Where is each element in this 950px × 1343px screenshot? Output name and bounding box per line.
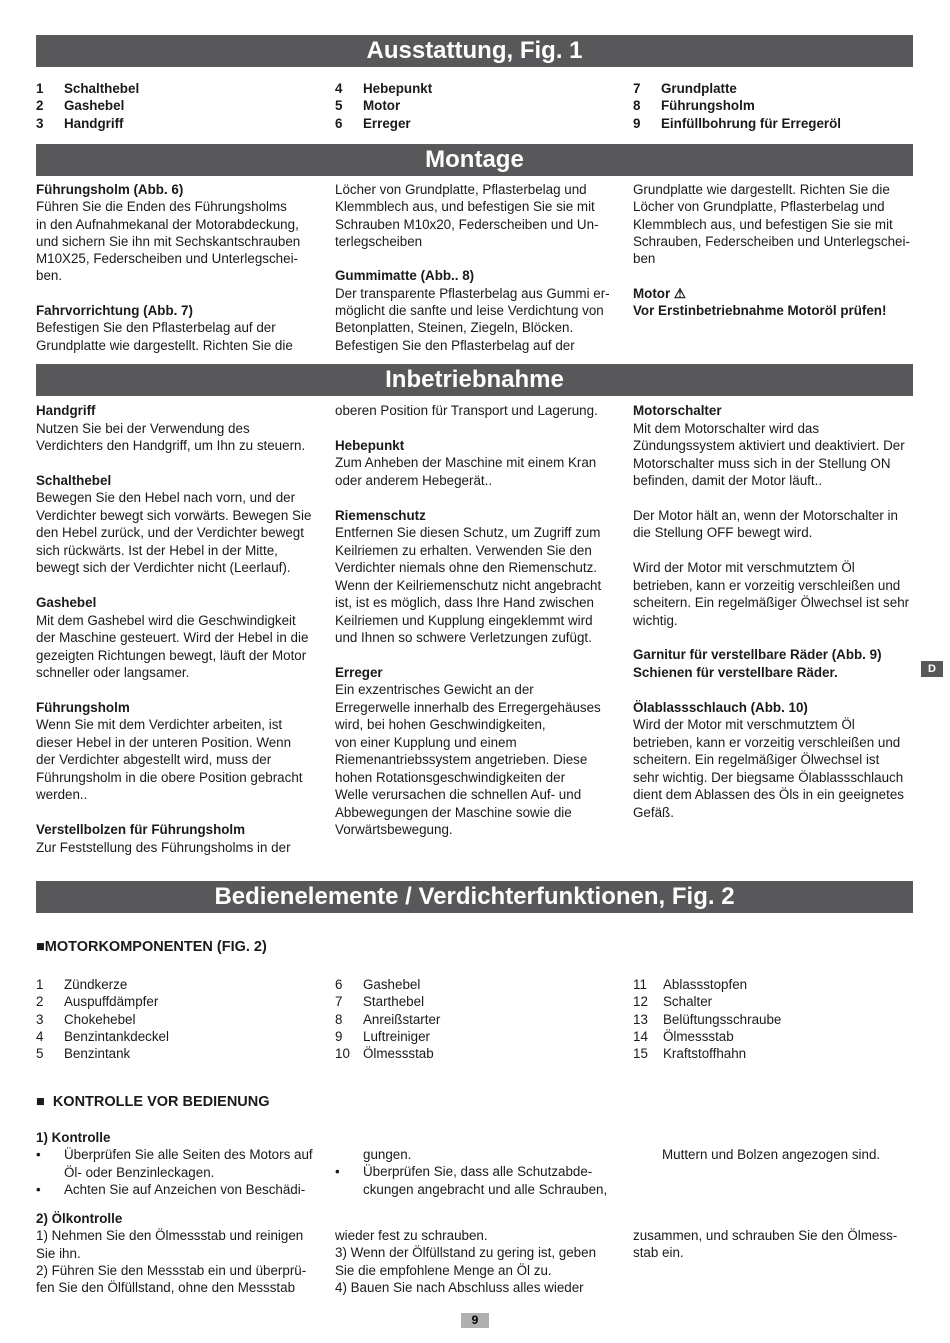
list-item: 8 Führungsholm xyxy=(633,98,755,114)
motor-warning-heading: Motor ⚠ xyxy=(633,285,686,301)
text-line: Schrauben, Federscheiben und Unterlegschei- xyxy=(633,233,910,249)
text-line: Gefäß. xyxy=(633,804,674,820)
text-line: werden.. xyxy=(36,787,88,803)
text-line: und Ihnen so schwere Verletzungen zufügt. xyxy=(335,630,592,646)
text-line: die Stellung OFF bewegt wird. xyxy=(633,525,813,541)
text-line: Nutzen Sie bei der Verwendung des xyxy=(36,420,250,436)
list-item: 6 Erreger xyxy=(335,115,411,131)
text-line: Wenn der Keilriemenschutz nicht angebracht xyxy=(335,577,602,593)
text-line: befinden, damit der Motor läuft.. xyxy=(633,473,823,488)
text-line: der Maschine gesteuert. Wird der Hebel in die xyxy=(36,630,309,646)
list-item: 4 Hebepunkt xyxy=(335,81,433,96)
section-title-montage: Montage xyxy=(36,144,913,176)
list-item: 15 Kraftstoffhahn xyxy=(633,1046,747,1062)
text-line: Wenn Sie mit dem Verdichter arbeiten, ist xyxy=(36,717,283,733)
text-line: Zum Anheben der Maschine mit einem Kran xyxy=(335,455,597,471)
text-line: Verdichters den Handgriff, um Ihn zu steuern. xyxy=(36,438,306,453)
list-item: 2 Auspuffdämpfer xyxy=(36,994,159,1010)
ausstattung-col-3 xyxy=(633,80,913,132)
text-line: Klemmblech aus, und befestigen Sie sie mit xyxy=(633,216,893,232)
text-line: von einer Kupplung und einem xyxy=(335,734,517,750)
text-line: sehr wichtig. Der biegsame Ölablassschlauch xyxy=(633,769,904,785)
text-line: möglicht die sanfte und leise Verdichtung von xyxy=(335,303,604,319)
text-line: Verdichter bewegt sich vorwärts. Bewegen Sie xyxy=(36,507,312,523)
subheading: Handgriff xyxy=(36,403,96,418)
text-line: wichtig. xyxy=(633,612,678,628)
text-line: Betonplatten, Steinen, Ziegeln, Blöcken. xyxy=(335,320,574,336)
subheading: 1) Kontrolle xyxy=(36,1130,111,1145)
subheading: Motorschalter xyxy=(633,403,722,418)
text-line: Wird der Motor mit verschmutztem Öl xyxy=(633,560,855,576)
text-line: sich rückwärts. Ist der Hebel in der Mitte, xyxy=(36,542,278,558)
kontrolle-col-1 xyxy=(36,1129,321,1198)
kontrolle-col-3 xyxy=(662,1146,912,1163)
text-line: Keilriemen zu erhalten. Verwenden Sie den xyxy=(335,542,592,558)
text-line: bewegt sich der Verdichter nicht (Leerlauf). xyxy=(36,560,291,576)
list-item: 5 Benzintank xyxy=(36,1046,131,1062)
text-line: ist, ist es möglich, dass Ihre Hand zwischen xyxy=(335,595,594,611)
text-line: Verdichter niemals ohne den Riemenschutz. xyxy=(335,560,598,576)
list-item: 7 Grundplatte xyxy=(633,81,737,96)
list-item: 8 Anreißstarter xyxy=(335,1011,441,1027)
kontrolle-heading-text: KONTROLLE VOR BEDIENUNG xyxy=(52,1094,270,1110)
list-item: 7 Starthebel xyxy=(335,994,425,1010)
text-line: fen Sie den Ölfüllstand, ohne den Messstab xyxy=(36,1280,296,1296)
list-item: 10 Ölmessstab xyxy=(335,1046,434,1062)
section-title-inbetriebnahme: Inbetriebnahme xyxy=(36,364,913,396)
text-line: der Verdichter abgestellt wird, muss der xyxy=(36,752,272,768)
motorkomp-col-3 xyxy=(633,976,913,1062)
subheading: 2) Ölkontrolle xyxy=(36,1211,123,1226)
text-line: Muttern und Bolzen angezogen sind. xyxy=(662,1147,881,1162)
text-line: Wird der Motor mit verschmutztem Öl xyxy=(633,717,855,733)
list-item: 2 Gashebel xyxy=(36,98,125,114)
subheading: Führungsholm (Abb. 6) xyxy=(36,182,184,197)
text-line: Zündungssystem aktiviert und deaktiviert. Der xyxy=(633,438,905,453)
text-line: Klemmblech aus, und befestigen Sie sie mit xyxy=(335,199,595,215)
text-line: ben xyxy=(633,251,656,267)
text-line: zusammen, und schrauben Sie den Ölmess- xyxy=(633,1228,898,1243)
oelkontrolle-col-3 xyxy=(633,1227,918,1262)
text-line: Zur Feststellung des Führungsholms in der xyxy=(36,839,291,855)
motorkomp-col-2 xyxy=(335,976,615,1062)
text-line: stab ein. xyxy=(633,1245,684,1261)
list-item: • Überprüfen Sie alle Seiten des Motors auf Öl- oder Benzinleckagen. xyxy=(36,1147,313,1180)
motorkomp-col-1 xyxy=(36,976,316,1062)
text-line: Keilriemen und Kupplung eingeklemmt wird xyxy=(335,612,593,628)
text-line: 1) Nehmen Sie den Ölmessstab und reinigen xyxy=(36,1228,304,1244)
motorkomponenten-heading: ■MOTORKOMPONENTEN (FIG. 2) xyxy=(36,939,267,955)
text-line: Befestigen Sie den Pflasterbelag auf der xyxy=(335,337,575,353)
montage-col-3 xyxy=(633,181,918,319)
ausstattung-col-1 xyxy=(36,80,316,132)
list-item: 12 Schalter xyxy=(633,994,713,1010)
list-item: 9 Luftreiniger xyxy=(335,1028,430,1044)
text-line: terlegscheiben xyxy=(335,233,423,249)
text-line: Sie die empfohlene Menge an Öl zu. xyxy=(335,1262,552,1278)
text-line: Löcher von Grundplatte, Pflasterbelag und xyxy=(335,182,587,197)
subheading: Gummimatte (Abb.. 8) xyxy=(335,268,475,284)
montage-col-1 xyxy=(36,181,321,354)
text-line: gezeigten Richtungen bewegt, läuft der Motor xyxy=(36,647,307,663)
inbetrieb-col-3 xyxy=(633,402,918,821)
text-line: Der Motor hält an, wenn der Motorschalter in xyxy=(633,507,898,523)
text-line: Schrauben M10x20, Federscheiben und Un- xyxy=(335,216,599,232)
text-line: Löcher von Grundplatte, Pflasterbelag und xyxy=(633,199,885,215)
list-item: 4 Benzintankdeckel xyxy=(36,1028,169,1044)
subheading: Ölablassschlauch (Abb. 10) xyxy=(633,699,808,715)
list-item: 14 Ölmessstab xyxy=(633,1028,734,1044)
list-item: 11 Ablassstopfen xyxy=(633,977,748,992)
text-line: oder anderem Hebegerät.. xyxy=(335,472,493,488)
text-line: in den Aufnahmekanal der Motorabdeckung, xyxy=(36,216,299,232)
text-line: M10X25, Federscheiben und Unterlegschei- xyxy=(36,251,299,267)
inbetrieb-col-1 xyxy=(36,402,321,856)
text-line: Riemenantriebssystem angetrieben. Diese xyxy=(335,752,588,768)
list-item: 5 Motor xyxy=(335,98,401,114)
section-title-bedienelemente: Bedienelemente / Verdichterfunktionen, Fig. 2 xyxy=(36,881,913,913)
kontrolle-heading xyxy=(36,1094,270,1110)
text-line: Mit dem Motorschalter wird das xyxy=(633,420,820,436)
list-item: 6 Gashebel xyxy=(335,977,421,992)
list-item: 1 Schalthebel xyxy=(36,81,140,96)
text-line: betrieben, kann er vorzeitig verschleißen und xyxy=(633,577,901,593)
motor-warning-text: Vor Erstinbetriebnahme Motoröl prüfen! xyxy=(633,303,887,319)
text-line: schneller oder langsamer. xyxy=(36,665,190,681)
text-line: hohen Rotationsgeschwindigkeiten der xyxy=(335,769,566,785)
montage-col-2 xyxy=(335,181,620,354)
oelkontrolle-col-2 xyxy=(335,1227,620,1296)
text-line: Entfernen Sie diesen Schutz, um Zugriff zum xyxy=(335,525,601,541)
subheading: Erreger xyxy=(335,664,383,680)
square-bullet-icon: ■ xyxy=(36,1094,45,1110)
text-line: Sie ihn. xyxy=(36,1245,81,1261)
inbetrieb-col-2 xyxy=(335,402,620,839)
text-line: Erregerwelle innerhalb des Erregergehäuses xyxy=(335,699,601,715)
text-line: dient dem Ablassen des Öls in ein geeignetes xyxy=(633,787,904,803)
text-line: 2) Führen Sie den Messstab ein und überprü- xyxy=(36,1262,307,1278)
text-line: Befestigen Sie den Pflasterbelag auf der xyxy=(36,320,276,336)
text-line: dieser Hebel in der unteren Position. Wenn xyxy=(36,734,292,750)
list-item: • Überprüfen Sie, dass alle Schutzabde- ckungen angebracht und alle Schrauben, xyxy=(335,1164,608,1197)
subheading: Schienen für verstellbare Räder. xyxy=(633,664,838,680)
subheading: Verstellbolzen für Führungsholm xyxy=(36,822,246,838)
list-item: 13 Belüftungsschraube xyxy=(633,1011,782,1027)
text-line: und sichern Sie ihn mit Sechskantschrauben xyxy=(36,233,301,249)
section-title-ausstattung: Ausstattung, Fig. 1 xyxy=(36,35,913,67)
text-line: 3) Wenn der Ölfüllstand zu gering ist, geben xyxy=(335,1245,597,1261)
text-line: Welle verursachen die schnellen Auf- und xyxy=(335,787,582,803)
text-line: scheitern. Ein regelmäßiger Ölwechsel ist sehr xyxy=(633,595,910,611)
text-line: Der transparente Pflasterbelag aus Gummi er- xyxy=(335,285,610,301)
oelkontrolle-col-1 xyxy=(36,1210,321,1296)
list-item: 9 Einfüllbohrung für Erregeröl xyxy=(633,115,842,131)
text-line: Führungsholm in die obere Position gebracht xyxy=(36,769,303,785)
page-number: 9 xyxy=(461,1313,489,1328)
subheading: Garnitur für verstellbare Räder (Abb. 9) xyxy=(633,647,882,663)
list-item: 3 Handgriff xyxy=(36,115,124,131)
list-item: • Achten Sie auf Anzeichen von Beschädi- xyxy=(36,1181,306,1197)
text-line: wird, bei hohen Geschwindigkeiten, xyxy=(335,717,546,733)
text-line: Mit dem Gashebel wird die Geschwindigkeit xyxy=(36,612,296,628)
text-line: ben. xyxy=(36,268,63,284)
text-line: wieder fest zu schrauben. xyxy=(335,1228,488,1243)
text-line: scheitern. Ein regelmäßiger Ölwechsel ist xyxy=(633,752,880,768)
language-tab: D xyxy=(921,661,943,677)
list-item: 3 Chokehebel xyxy=(36,1011,136,1027)
text-line: Vorwärtsbewegung. xyxy=(335,822,453,838)
subheading: Gashebel xyxy=(36,595,97,611)
text-line: Grundplatte wie dargestellt. Richten Sie die xyxy=(36,337,293,353)
text-line: betrieben, kann er vorzeitig verschleißen und xyxy=(633,734,901,750)
text-line: den Hebel zurück, und der Verdichter bewegt xyxy=(36,525,304,541)
subheading: Fahrvorrichtung (Abb. 7) xyxy=(36,303,193,319)
kontrolle-col-2 xyxy=(335,1146,620,1198)
text-line: Motorschalter muss sich in der Stellung ON xyxy=(633,455,891,471)
text-line: Abbewegungen der Maschine sowie die xyxy=(335,804,572,820)
subheading: Hebepunkt xyxy=(335,437,405,453)
ausstattung-col-2 xyxy=(335,80,615,132)
text-line: Grundplatte wie dargestellt. Richten Sie die xyxy=(633,182,890,197)
subheading: Schalthebel xyxy=(36,472,112,488)
subheading: Riemenschutz xyxy=(335,507,426,523)
list-item: 1 Zündkerze xyxy=(36,977,128,992)
subheading: Führungsholm xyxy=(36,699,130,715)
text-line: gungen. xyxy=(363,1147,412,1162)
text-line: Führen Sie die Enden des Führungsholms xyxy=(36,199,287,215)
text-line: 4) Bauen Sie nach Abschluss alles wieder xyxy=(335,1279,584,1295)
text-line: oberen Position für Transport und Lagerung. xyxy=(335,403,598,418)
text-line: Bewegen Sie den Hebel nach vorn, und der xyxy=(36,490,296,506)
text-line: Ein exzentrisches Gewicht an der xyxy=(335,682,534,698)
